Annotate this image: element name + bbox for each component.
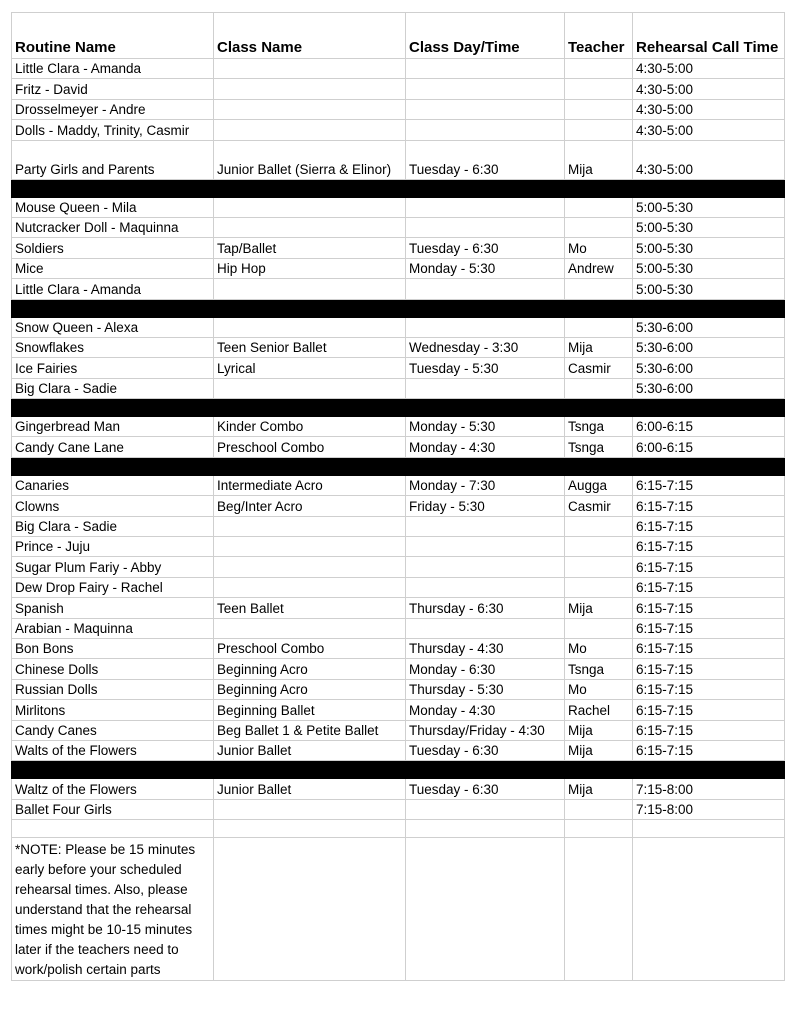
call-time-cell: 5:30-6:00 — [633, 358, 785, 378]
table-row — [12, 557, 785, 577]
divider-cell — [12, 457, 214, 475]
class-name-cell — [214, 537, 406, 557]
schedule-body — [12, 59, 785, 981]
divider-cell — [214, 399, 406, 417]
class-name-cell: Junior Ballet — [214, 740, 406, 760]
teacher-cell: Mija — [565, 598, 633, 618]
table-row — [12, 238, 785, 258]
teacher-cell — [565, 59, 633, 79]
class-day-time-cell — [406, 516, 565, 536]
empty-cell — [214, 820, 406, 838]
class-day-time-cell: Monday - 7:30 — [406, 475, 565, 495]
class-name-cell: Preschool Combo — [214, 638, 406, 658]
call-time-cell: 6:15-7:15 — [633, 598, 785, 618]
routine-name-cell: Walts of the Flowers — [12, 740, 214, 760]
teacher-cell — [565, 79, 633, 99]
teacher-cell: Mo — [565, 638, 633, 658]
routine-name-cell: Bon Bons — [12, 638, 214, 658]
divider-cell — [406, 457, 565, 475]
section-divider — [12, 179, 785, 197]
class-day-time-cell — [406, 59, 565, 79]
teacher-cell — [565, 537, 633, 557]
teacher-cell: Rachel — [565, 700, 633, 720]
class-name-cell — [214, 120, 406, 140]
empty-cell — [565, 838, 633, 981]
routine-name-cell: Candy Cane Lane — [12, 437, 214, 457]
call-time-cell: 6:00-6:15 — [633, 437, 785, 457]
class-name-cell: Junior Ballet (Sierra & Elinor) — [214, 140, 406, 179]
class-name-cell: Preschool Combo — [214, 437, 406, 457]
teacher-cell: Mo — [565, 679, 633, 699]
call-time-cell: 6:15-7:15 — [633, 537, 785, 557]
table-row — [12, 700, 785, 720]
routine-name-cell: Nutcracker Doll - Maquinna — [12, 217, 214, 237]
call-time-cell: 5:00-5:30 — [633, 279, 785, 299]
table-row — [12, 638, 785, 658]
call-time-cell: 5:00-5:30 — [633, 197, 785, 217]
call-time-cell: 6:15-7:15 — [633, 740, 785, 760]
routine-name-cell: Russian Dolls — [12, 679, 214, 699]
class-day-time-cell: Tuesday - 6:30 — [406, 140, 565, 179]
teacher-cell — [565, 317, 633, 337]
teacher-cell: Mija — [565, 720, 633, 740]
class-day-time-cell — [406, 79, 565, 99]
class-name-cell: Hip Hop — [214, 258, 406, 278]
class-day-time-cell: Monday - 4:30 — [406, 700, 565, 720]
class-name-cell: Beg/Inter Acro — [214, 496, 406, 516]
class-name-cell — [214, 197, 406, 217]
class-day-time-cell — [406, 120, 565, 140]
table-row — [12, 217, 785, 237]
table-row — [12, 496, 785, 516]
call-time-cell: 4:30-5:00 — [633, 79, 785, 99]
class-name-cell: Beg Ballet 1 & Petite Ballet — [214, 720, 406, 740]
table-row — [12, 577, 785, 597]
class-name-cell: Lyrical — [214, 358, 406, 378]
routine-name-cell: Spanish — [12, 598, 214, 618]
teacher-cell: Tsnga — [565, 659, 633, 679]
call-time-cell: 6:15-7:15 — [633, 475, 785, 495]
table-row — [12, 317, 785, 337]
class-name-cell — [214, 79, 406, 99]
call-time-cell: 5:00-5:30 — [633, 238, 785, 258]
routine-name-cell: Big Clara - Sadie — [12, 516, 214, 536]
divider-cell — [406, 299, 565, 317]
call-time-cell: 6:15-7:15 — [633, 720, 785, 740]
routine-name-cell: Dolls - Maddy, Trinity, Casmir — [12, 120, 214, 140]
routine-name-cell: Arabian - Maquinna — [12, 618, 214, 638]
routine-name-cell: Soldiers — [12, 238, 214, 258]
call-time-cell: 5:00-5:30 — [633, 258, 785, 278]
class-day-time-cell — [406, 217, 565, 237]
divider-cell — [633, 457, 785, 475]
routine-name-cell: Candy Canes — [12, 720, 214, 740]
table-row — [12, 358, 785, 378]
table-row — [12, 437, 785, 457]
teacher-cell: Casmir — [565, 496, 633, 516]
routine-name-cell: Sugar Plum Fariy - Abby — [12, 557, 214, 577]
section-divider — [12, 399, 785, 417]
routine-name-cell: Little Clara - Amanda — [12, 59, 214, 79]
empty-cell — [633, 838, 785, 981]
routine-name-cell: Clowns — [12, 496, 214, 516]
call-time-cell: 4:30-5:00 — [633, 59, 785, 79]
routine-name-cell: Little Clara - Amanda — [12, 279, 214, 299]
class-name-cell — [214, 217, 406, 237]
class-day-time-cell — [406, 618, 565, 638]
teacher-cell — [565, 799, 633, 819]
routine-name-cell: Waltz of the Flowers — [12, 779, 214, 799]
routine-name-cell: Ballet Four Girls — [12, 799, 214, 819]
class-day-time-cell — [406, 317, 565, 337]
class-name-cell: Beginning Acro — [214, 679, 406, 699]
class-day-time-cell: Tuesday - 6:30 — [406, 740, 565, 760]
class-day-time-cell — [406, 537, 565, 557]
call-time-cell: 4:30-5:00 — [633, 99, 785, 119]
teacher-cell — [565, 516, 633, 536]
divider-cell — [633, 179, 785, 197]
routine-name-cell: Drosselmeyer - Andre — [12, 99, 214, 119]
header-row — [12, 13, 785, 59]
class-name-cell — [214, 799, 406, 819]
table-row — [12, 378, 785, 398]
rehearsal-schedule-table — [11, 12, 785, 981]
call-time-cell: 6:15-7:15 — [633, 638, 785, 658]
header-rehearsal-call-time: Rehearsal Call Time — [633, 13, 785, 59]
empty-cell — [633, 820, 785, 838]
class-day-time-cell — [406, 378, 565, 398]
divider-cell — [214, 457, 406, 475]
divider-cell — [565, 457, 633, 475]
section-divider — [12, 761, 785, 779]
empty-cell — [406, 820, 565, 838]
table-row — [12, 679, 785, 699]
call-time-cell: 6:00-6:15 — [633, 417, 785, 437]
call-time-cell: 6:15-7:15 — [633, 557, 785, 577]
class-name-cell: Intermediate Acro — [214, 475, 406, 495]
routine-name-cell: Prince - Juju — [12, 537, 214, 557]
class-day-time-cell: Thursday - 5:30 — [406, 679, 565, 699]
class-name-cell — [214, 59, 406, 79]
class-day-time-cell: Friday - 5:30 — [406, 496, 565, 516]
class-name-cell — [214, 378, 406, 398]
table-row — [12, 618, 785, 638]
call-time-cell: 6:15-7:15 — [633, 679, 785, 699]
divider-cell — [565, 299, 633, 317]
divider-cell — [565, 399, 633, 417]
table-row — [12, 537, 785, 557]
class-name-cell: Kinder Combo — [214, 417, 406, 437]
table-row — [12, 140, 785, 179]
class-day-time-cell: Tuesday - 6:30 — [406, 238, 565, 258]
header-class-day-time: Class Day/Time — [406, 13, 565, 59]
table-row — [12, 720, 785, 740]
class-day-time-cell — [406, 799, 565, 819]
divider-cell — [214, 299, 406, 317]
routine-name-cell: Big Clara - Sadie — [12, 378, 214, 398]
header-class-name: Class Name — [214, 13, 406, 59]
class-name-cell — [214, 516, 406, 536]
divider-cell — [565, 761, 633, 779]
divider-cell — [12, 179, 214, 197]
teacher-cell: Tsnga — [565, 437, 633, 457]
routine-name-cell: Snowflakes — [12, 337, 214, 357]
teacher-cell — [565, 618, 633, 638]
table-row — [12, 516, 785, 536]
class-day-time-cell: Wednesday - 3:30 — [406, 337, 565, 357]
divider-cell — [633, 399, 785, 417]
empty-cell — [565, 820, 633, 838]
empty-cell — [406, 838, 565, 981]
teacher-cell: Mija — [565, 779, 633, 799]
class-day-time-cell: Monday - 6:30 — [406, 659, 565, 679]
teacher-cell — [565, 99, 633, 119]
class-name-cell — [214, 279, 406, 299]
call-time-cell: 5:30-6:00 — [633, 317, 785, 337]
class-day-time-cell — [406, 577, 565, 597]
divider-cell — [565, 179, 633, 197]
teacher-cell: Mo — [565, 238, 633, 258]
call-time-cell: 5:30-6:00 — [633, 337, 785, 357]
class-name-cell: Teen Ballet — [214, 598, 406, 618]
table-row — [12, 120, 785, 140]
table-row — [12, 659, 785, 679]
table-row — [12, 799, 785, 819]
call-time-cell: 6:15-7:15 — [633, 659, 785, 679]
teacher-cell: Mija — [565, 337, 633, 357]
routine-name-cell: Fritz - David — [12, 79, 214, 99]
routine-name-cell: Mice — [12, 258, 214, 278]
teacher-cell — [565, 279, 633, 299]
table-row — [12, 417, 785, 437]
routine-name-cell: Chinese Dolls — [12, 659, 214, 679]
section-divider — [12, 299, 785, 317]
class-day-time-cell — [406, 99, 565, 119]
class-name-cell: Beginning Acro — [214, 659, 406, 679]
routine-name-cell: Ice Fairies — [12, 358, 214, 378]
class-day-time-cell — [406, 197, 565, 217]
table-row — [12, 779, 785, 799]
class-day-time-cell: Thursday - 6:30 — [406, 598, 565, 618]
teacher-cell — [565, 378, 633, 398]
empty-row — [12, 820, 785, 838]
class-day-time-cell: Thursday - 4:30 — [406, 638, 565, 658]
teacher-cell — [565, 217, 633, 237]
divider-cell — [214, 179, 406, 197]
routine-name-cell: Canaries — [12, 475, 214, 495]
table-row — [12, 598, 785, 618]
class-name-cell — [214, 557, 406, 577]
table-row — [12, 59, 785, 79]
class-name-cell — [214, 99, 406, 119]
routine-name-cell: Mouse Queen - Mila — [12, 197, 214, 217]
class-name-cell: Junior Ballet — [214, 779, 406, 799]
class-day-time-cell: Tuesday - 6:30 — [406, 779, 565, 799]
header-routine-name: Routine Name — [12, 13, 214, 59]
table-row — [12, 197, 785, 217]
class-day-time-cell — [406, 557, 565, 577]
class-name-cell: Teen Senior Ballet — [214, 337, 406, 357]
class-name-cell — [214, 577, 406, 597]
class-day-time-cell — [406, 279, 565, 299]
call-time-cell: 7:15-8:00 — [633, 799, 785, 819]
divider-cell — [12, 299, 214, 317]
section-divider — [12, 457, 785, 475]
class-day-time-cell: Monday - 5:30 — [406, 417, 565, 437]
call-time-cell: 6:15-7:15 — [633, 618, 785, 638]
table-row — [12, 475, 785, 495]
divider-cell — [214, 761, 406, 779]
routine-name-cell: Snow Queen - Alexa — [12, 317, 214, 337]
call-time-cell: 7:15-8:00 — [633, 779, 785, 799]
teacher-cell — [565, 557, 633, 577]
call-time-cell: 4:30-5:00 — [633, 140, 785, 179]
note-row — [12, 838, 785, 981]
teacher-cell — [565, 120, 633, 140]
table-row — [12, 99, 785, 119]
rehearsal-note: *NOTE: Please be 15 minutes early before your scheduled rehearsal times. Also, please understand that the rehearsal times might be 10-15 minutes later if the teachers need to work/polish certain parts — [12, 838, 214, 981]
teacher-cell: Andrew — [565, 258, 633, 278]
call-time-cell: 6:15-7:15 — [633, 577, 785, 597]
class-name-cell: Tap/Ballet — [214, 238, 406, 258]
table-row — [12, 258, 785, 278]
call-time-cell: 5:00-5:30 — [633, 217, 785, 237]
class-day-time-cell: Tuesday - 5:30 — [406, 358, 565, 378]
teacher-cell: Mija — [565, 140, 633, 179]
routine-name-cell: Party Girls and Parents — [12, 140, 214, 179]
teacher-cell: Casmir — [565, 358, 633, 378]
table-row — [12, 740, 785, 760]
empty-cell — [214, 838, 406, 981]
class-name-cell: Beginning Ballet — [214, 700, 406, 720]
divider-cell — [633, 761, 785, 779]
call-time-cell: 5:30-6:00 — [633, 378, 785, 398]
class-day-time-cell: Thursday/Friday - 4:30 — [406, 720, 565, 740]
routine-name-cell: Dew Drop Fairy - Rachel — [12, 577, 214, 597]
header-teacher: Teacher — [565, 13, 633, 59]
divider-cell — [406, 179, 565, 197]
divider-cell — [406, 399, 565, 417]
divider-cell — [406, 761, 565, 779]
divider-cell — [12, 399, 214, 417]
class-day-time-cell: Monday - 4:30 — [406, 437, 565, 457]
class-name-cell — [214, 618, 406, 638]
call-time-cell: 6:15-7:15 — [633, 516, 785, 536]
table-row — [12, 279, 785, 299]
teacher-cell — [565, 197, 633, 217]
routine-name-cell: Gingerbread Man — [12, 417, 214, 437]
call-time-cell: 4:30-5:00 — [633, 120, 785, 140]
table-row — [12, 337, 785, 357]
call-time-cell: 6:15-7:15 — [633, 496, 785, 516]
call-time-cell: 6:15-7:15 — [633, 700, 785, 720]
divider-cell — [12, 761, 214, 779]
teacher-cell: Tsnga — [565, 417, 633, 437]
empty-cell — [12, 820, 214, 838]
class-day-time-cell: Monday - 5:30 — [406, 258, 565, 278]
routine-name-cell: Mirlitons — [12, 700, 214, 720]
class-name-cell — [214, 317, 406, 337]
teacher-cell: Mija — [565, 740, 633, 760]
teacher-cell — [565, 577, 633, 597]
divider-cell — [633, 299, 785, 317]
teacher-cell: Augga — [565, 475, 633, 495]
table-row — [12, 79, 785, 99]
